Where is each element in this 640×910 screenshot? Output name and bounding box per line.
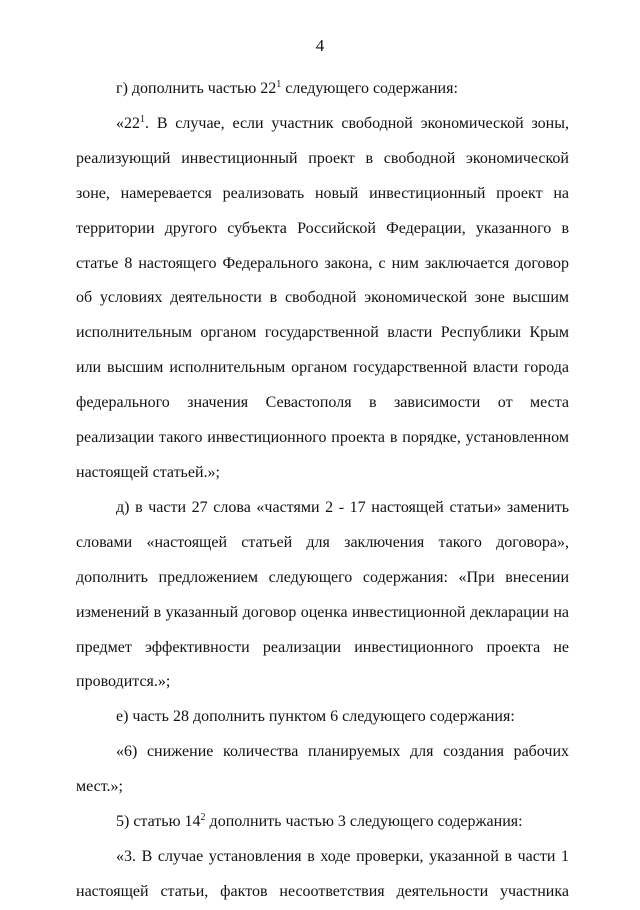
paragraph-amend-d: д) в части 27 слова «частями 2 - 17 настоящей статьи» заменить словами «настоящей статьей для заключения такого договора», дополнить предложением следующего содержания: «При внесении изменений в указанный договор оценка инвестиционной декларации на предмет эффективности реализации инвестиционного проекта не проводится.»; xyxy=(76,498,569,691)
paragraph-amend-5 xyxy=(76,805,569,840)
paragraph-item-6: «6) снижение количества планируемых для создания рабочих мест.»; xyxy=(76,743,569,796)
superscript-index: 1 xyxy=(276,79,282,90)
paragraph-text: следующего содержания: xyxy=(281,80,458,97)
document-body xyxy=(76,72,569,910)
paragraph-text: «22 xyxy=(116,114,140,132)
superscript-index: 2 xyxy=(200,812,206,824)
superscript-index: 1 xyxy=(140,113,145,125)
paragraph-amend-e: е) часть 28 дополнить пунктом 6 следующего содержания: xyxy=(116,708,515,726)
paragraph-part-3: «3. В случае установления в ходе проверки, указанной в части 1 настоящей статьи, фактов несоответствия деятельности участника xyxy=(76,847,569,900)
paragraph-part-22-1 xyxy=(76,107,569,491)
paragraph-amend-g xyxy=(76,72,569,107)
page-number: 4 xyxy=(315,36,325,55)
paragraph-text: г) дополнить частью 22 xyxy=(116,80,277,97)
paragraph-text: дополнить частью 3 следующего содержания: xyxy=(205,813,523,831)
paragraph-text: . В случае, если участник свободной экономической зоны, реализующий инвестиционный проект в свободной экономической зоне, намеревается реализовать новый инвестиционный проект на территории другого субъекта Российской Федерации, указанного в статье 8 настоящего Федерального закона, с ним заключается договор об условиях деятельности в свободной экономической зоне высшим исполнительным органом государственной власти Республики Крым или высшим исполнительным органом государственной власти города федерального значения Севастополя в зависимости от места реализации такого инвестиционного проекта в порядке, установленном настоящей статьей.»; xyxy=(76,114,569,481)
paragraph-text: 5) статью 14 xyxy=(116,813,201,831)
